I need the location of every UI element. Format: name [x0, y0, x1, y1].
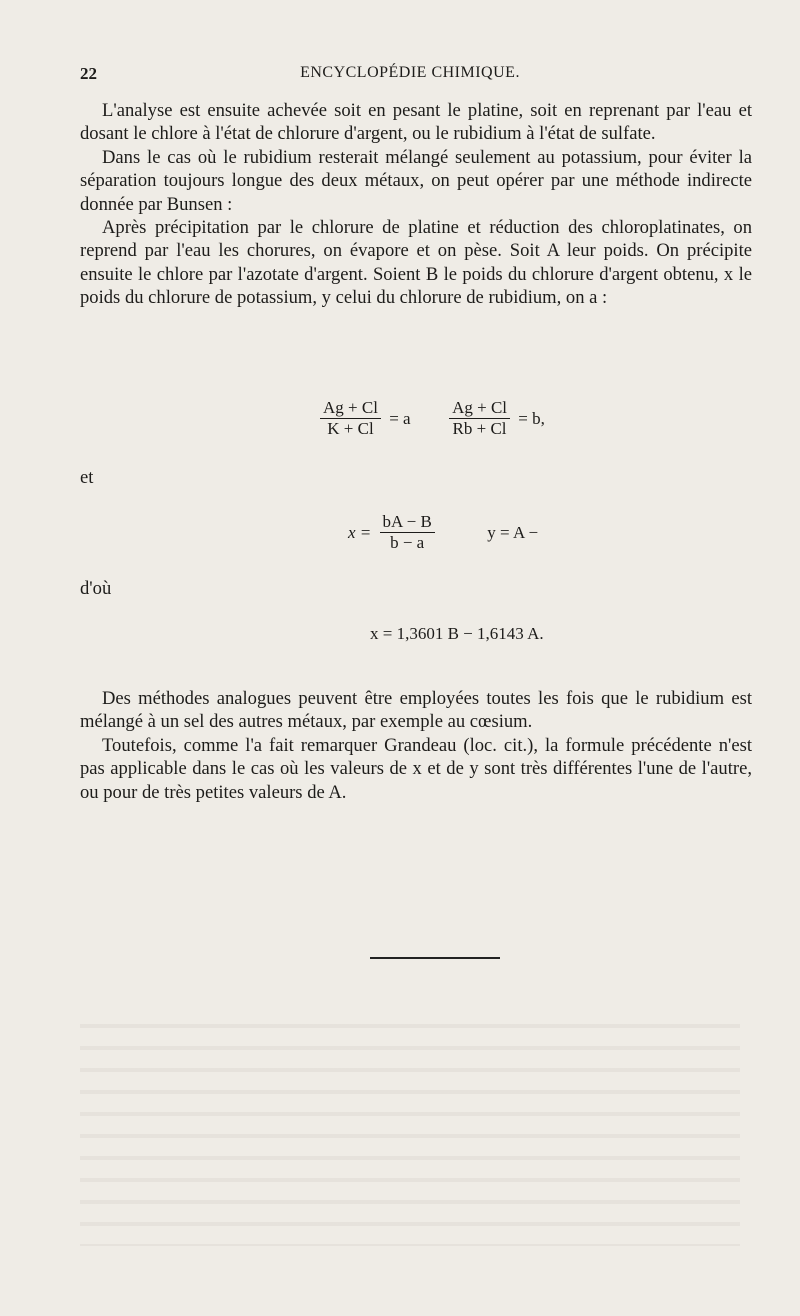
fraction — [380, 512, 435, 553]
paragraph: Dans le cas où le rubidium resterait mélangé seulement au potassium, pour éviter la séparation toujours longue des deux métaux, on peut opérer par une méthode indirecte donnée par Bunsen : — [80, 146, 752, 215]
equation-second: y = A − — [487, 522, 539, 542]
fraction-numerator: bA − B — [382, 512, 432, 531]
section-rule — [370, 957, 500, 959]
equation-solution — [344, 512, 542, 553]
running-title: ENCYCLOPÉDIE CHIMIQUE. — [300, 64, 520, 81]
fraction-denominator: b − a — [380, 532, 435, 553]
equation-rhs: = a — [389, 408, 411, 428]
paragraph: Des méthodes analogues peuvent être employées toutes les fois que le rubidium est mélangé à un sel des autres métaux, par exemple au cœsium. — [80, 688, 752, 733]
label-dou: d'où — [80, 578, 112, 599]
fraction — [320, 398, 381, 439]
fraction-denominator: K + Cl — [320, 418, 381, 439]
label-et: et — [80, 467, 94, 488]
paragraph: Toutefois, comme l'a fait remarquer Grandeau (loc. cit.), la formule précédente n'est pas applicable dans le cas où les valeurs de x et de y sont très différentes l'une de l'autre, ou pour de très petites valeurs de A. — [80, 734, 752, 803]
paragraph: L'analyse est ensuite achevée soit en pesant le platine, soit en reprenant par l'eau et dosant le chlore à l'état de chlorure d'argent, ou le rubidium à l'état de sulfate. — [80, 100, 752, 145]
equation-lhs: x = — [348, 522, 372, 542]
body-text-top — [80, 99, 752, 310]
show-through-texture — [80, 1006, 740, 1246]
fraction-numerator: Ag + Cl — [323, 398, 378, 417]
page-header — [80, 64, 740, 88]
fraction-denominator: Rb + Cl — [449, 418, 510, 439]
equation-ratios — [320, 398, 549, 439]
equation-result: x = 1,3601 B − 1,6143 A. — [370, 624, 544, 643]
fraction — [449, 398, 510, 439]
body-text-bottom — [80, 687, 752, 804]
paragraph: Après précipitation par le chlorure de platine et réduction des chloroplatinates, on reprend par l'eau les chorures, on évapore et on pèse. Soit A leur poids. On précipite ensuite le chlore par l'azotate d'argent. Soient B le poids du chlorure d'argent obtenu, x le poids du chlorure de potassium, y celui du chlorure de rubidium, on a : — [80, 217, 752, 309]
equation-rhs: = b, — [518, 408, 545, 428]
fraction-numerator: Ag + Cl — [452, 398, 508, 417]
page-number: 22 — [80, 64, 97, 83]
